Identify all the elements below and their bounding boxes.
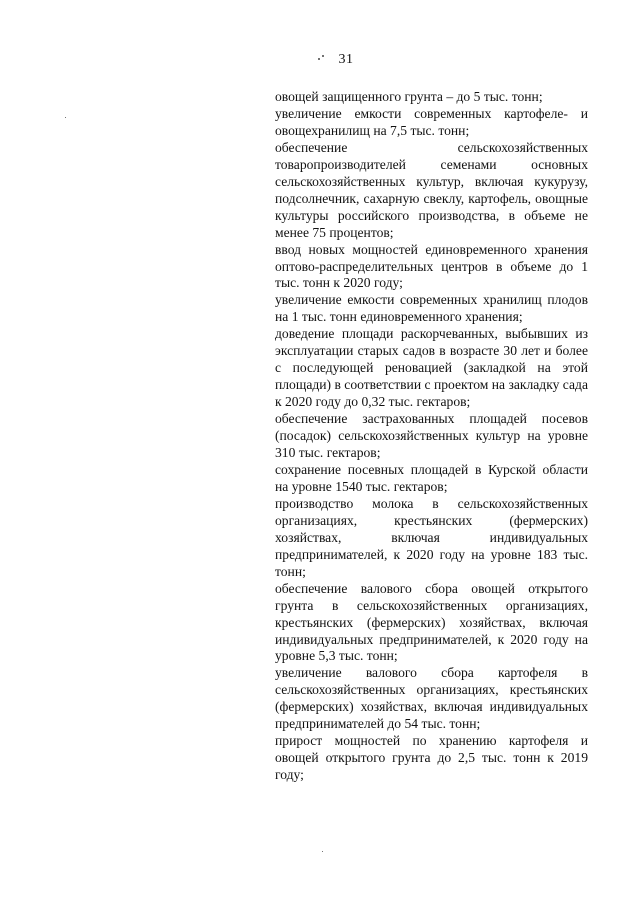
paragraph: ввод новых мощностей единовременного хранения оптово-распределительных центров в объеме до 1 тыс. тонн к 2020 году; [275, 241, 588, 291]
paragraph: овощей защищенного грунта – до 5 тыс. тонн; [275, 89, 543, 104]
scan-speck [322, 851, 323, 852]
text-column [275, 89, 588, 784]
paragraph: обеспечение застрахованных площадей посевов (посадок) сельскохозяйственных культур на уровне 310 тыс. гектаров; [275, 411, 588, 461]
scan-speck [318, 58, 320, 60]
paragraph: обеспечение валового сбора овощей открытого грунта в сельскохозяйственных организациях, крестьянских (фермерских) хозяйствах, включая индивидуальных предпринимателей, к 2020 году на уровне 5,3 тыс. тонн; [275, 580, 588, 664]
paragraph: производство молока в сельскохозяйственных организациях, крестьянских (фермерских) хозяйствах, включая индивидуальных предпринимателей, к 2020 году на уровне 183 тыс. тонн; [275, 495, 588, 579]
paragraph: увеличение емкости современных картофеле- и овощехранилищ на 7,5 тыс. тонн; [275, 105, 588, 138]
paragraph: сохранение посевных площадей в Курской области на уровне 1540 тыс. гектаров; [275, 461, 588, 494]
paragraph: доведение площади раскорчеванных, выбывших из эксплуатации старых садов в возрасте 30 лет и более с последующей реновацией (закладкой на этой площади) в соответствии с проектом на закладку сада к 2020 году до 0,32 тыс. гектаров; [275, 326, 588, 410]
paragraph: прирост мощностей по хранению картофеля и овощей открытого грунта до 2,5 тыс. тонн к 2019 году; [275, 733, 588, 783]
paragraph: обеспечение сельскохозяйственных товаропроизводителей семенами основных сельскохозяйственных культур, включая кукурузу, подсолнечник, сахарную свеклу, картофель, овощные культуры российского производства, в объеме не менее 75 процентов; [275, 139, 588, 240]
page-number: 31 [338, 52, 354, 67]
scan-speck [65, 117, 66, 118]
paragraph: увеличение емкости современных хранилищ плодов на 1 тыс. тонн единовременного хранения; [275, 292, 588, 325]
paragraph: увеличение валового сбора картофеля в сельскохозяйственных организациях, крестьянских (фермерских) хозяйствах, включая индивидуальных предпринимателей до 54 тыс. тонн; [275, 665, 588, 732]
scan-speck [322, 55, 324, 57]
